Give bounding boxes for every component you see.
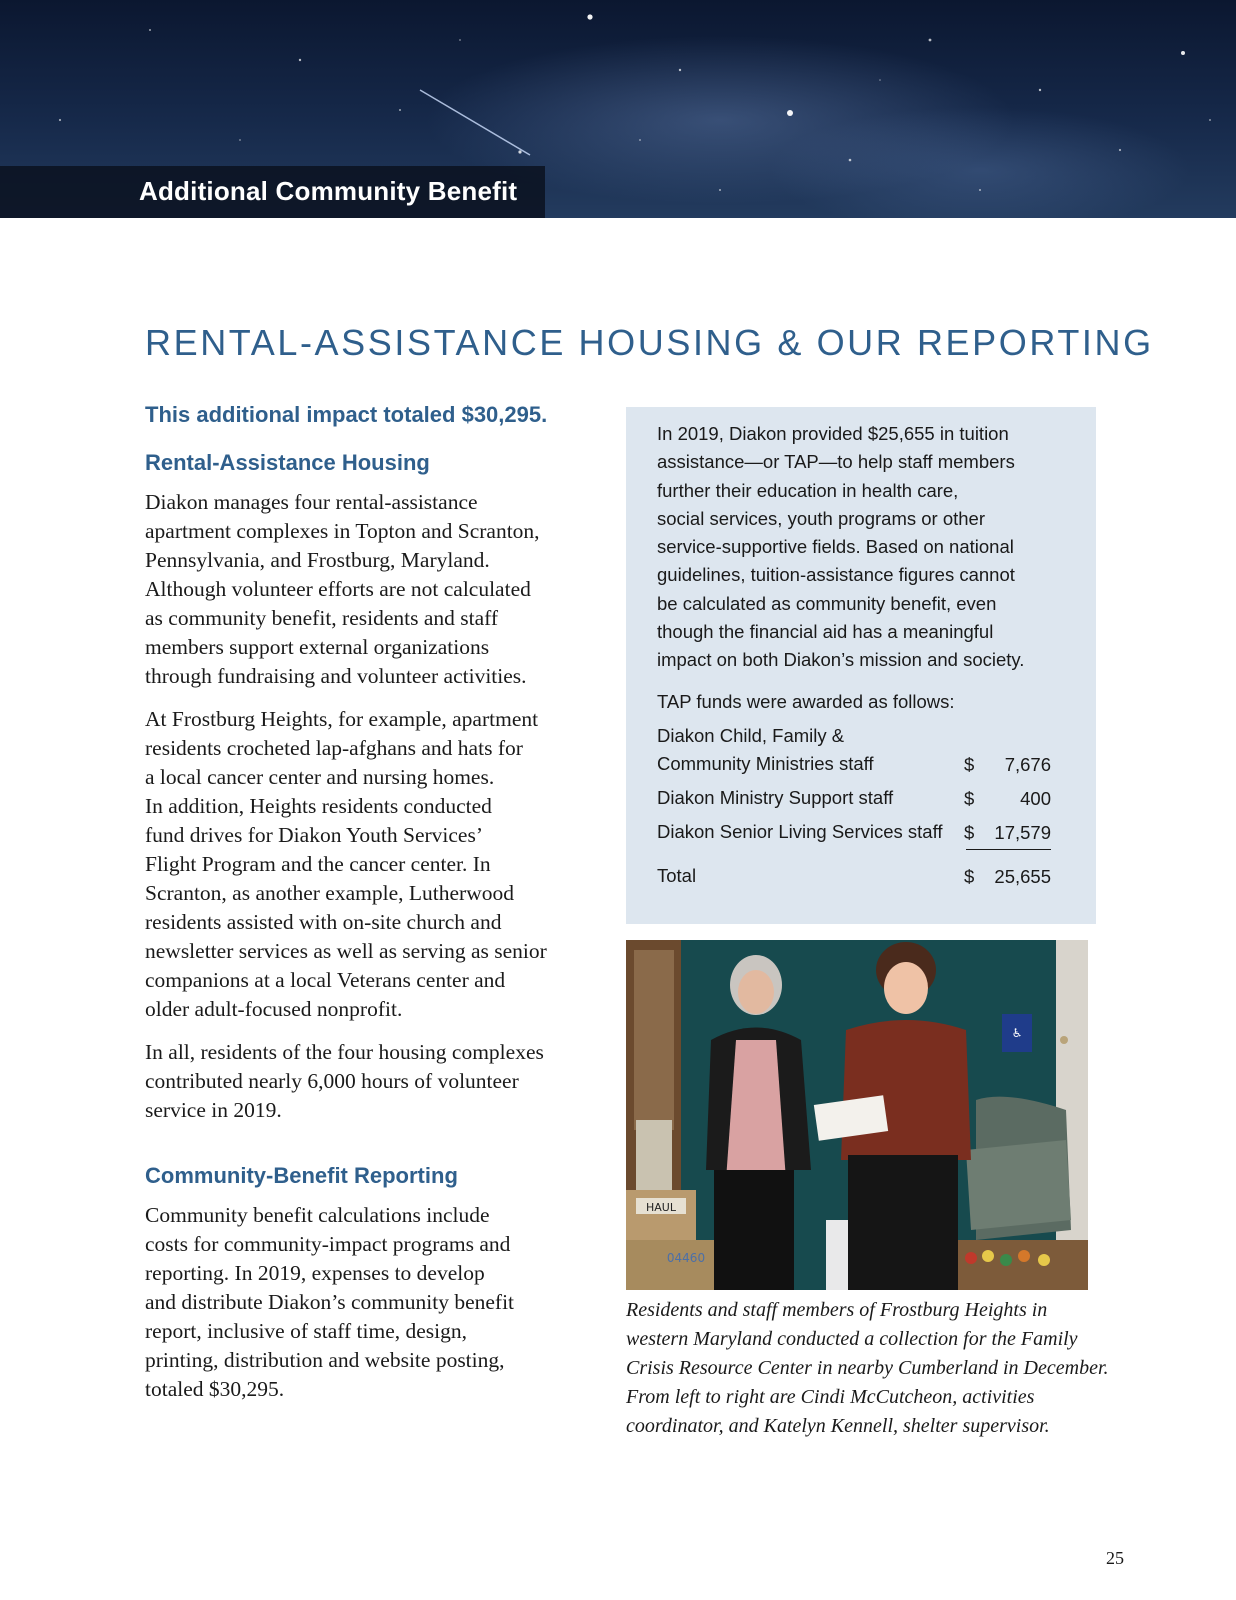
tap-sidebar-text xyxy=(657,420,1077,675)
photo-caption xyxy=(626,1296,1109,1441)
tap-row-currency: $ xyxy=(964,788,975,809)
page-number: 25 xyxy=(1106,1548,1124,1568)
reporting-paragraph xyxy=(145,1201,595,1404)
text-line: In addition, Heights residents conducted xyxy=(145,794,492,818)
text-line: residents assisted with on-site church and xyxy=(145,910,502,934)
text-line: costs for community-impact programs and xyxy=(145,1232,511,1256)
tap-total-amount: 25,655 xyxy=(994,866,1051,887)
tap-row-currency: $ xyxy=(964,754,975,775)
svg-text:♿: ♿ xyxy=(1011,1026,1023,1040)
rental-paragraph-2 xyxy=(145,705,595,1024)
text-line: Pennsylvania, and Frostburg, Maryland. xyxy=(145,548,490,572)
caption-line: From left to right are Cindi McCutcheon, activities xyxy=(626,1386,1035,1408)
text-line: report, inclusive of staff time, design, xyxy=(145,1319,468,1343)
text-line: In 2019, Diakon provided $25,655 in tuition xyxy=(657,423,1009,444)
rental-paragraph-1 xyxy=(145,488,595,691)
tap-intro: TAP funds were awarded as follows: xyxy=(657,691,955,712)
tap-total-label: Total xyxy=(657,865,697,886)
tap-row-amount: 17,579 xyxy=(994,822,1051,843)
text-line: service-supportive fields. Based on national xyxy=(657,536,1014,558)
text-line: In all, residents of the four housing complexes xyxy=(145,1040,544,1064)
photo-illustration xyxy=(626,940,1088,1290)
text-line: service in 2019. xyxy=(145,1098,282,1122)
left-column xyxy=(145,402,595,1418)
page-title: RENTAL-ASSISTANCE HOUSING & OUR REPORTING xyxy=(145,322,1154,363)
box-label: HAUL xyxy=(646,1201,676,1214)
caption-line: Residents and staff members of Frostburg Heights in xyxy=(626,1299,1048,1321)
tap-row-currency: $ xyxy=(964,822,975,843)
impact-summary: This additional impact totaled $30,295. xyxy=(145,402,548,427)
tap-row-amount: 7,676 xyxy=(1004,754,1051,775)
text-line: reporting. In 2019, expenses to develop xyxy=(145,1261,485,1285)
text-line: contributed nearly 6,000 hours of volunteer xyxy=(145,1069,519,1093)
residents-photo xyxy=(626,940,1088,1290)
text-line: older adult-focused nonprofit. xyxy=(145,997,403,1021)
tap-row-label: Diakon Senior Living Services staff xyxy=(657,821,943,842)
caption-line: coordinator, and Katelyn Kennell, shelter supervisor. xyxy=(626,1415,1050,1437)
text-line: Although volunteer efforts are not calculated xyxy=(145,577,531,601)
total-divider xyxy=(966,849,1051,850)
caption-line: western Maryland conducted a collection for the Family xyxy=(626,1328,1078,1350)
header-banner xyxy=(0,0,1236,218)
text-line: Scranton, as another example, Lutherwood xyxy=(145,881,514,905)
text-line: be calculated as community benefit, even xyxy=(657,592,997,614)
text-line: impact on both Diakon’s mission and society. xyxy=(657,649,1025,671)
text-line: guidelines, tuition-assistance figures cannot xyxy=(657,564,1015,586)
text-line: newsletter services as well as serving as senior xyxy=(145,939,547,963)
banner-title: Additional Community Benefit xyxy=(139,176,518,206)
text-line: residents crocheted lap-afghans and hats for xyxy=(145,736,523,760)
rental-housing-heading: Rental-Assistance Housing xyxy=(145,450,430,475)
tap-row-amount: 400 xyxy=(1020,788,1051,809)
text-line: and distribute Diakon’s community benefit xyxy=(145,1290,515,1314)
text-line: through fundraising and volunteer activities. xyxy=(145,664,527,688)
text-line: Community benefit calculations include xyxy=(145,1203,490,1227)
text-line: a local cancer center and nursing homes. xyxy=(145,765,495,789)
text-line: further their education in health care, xyxy=(657,479,959,501)
tap-row-label: Diakon Ministry Support staff xyxy=(657,787,894,808)
text-line: Diakon manages four rental-assistance xyxy=(145,490,478,514)
text-line: though the financial aid has a meaningful xyxy=(657,621,994,643)
text-line: members support external organizations xyxy=(145,635,490,659)
text-line: fund drives for Diakon Youth Services’ xyxy=(145,823,483,847)
text-line: social services, youth programs or other xyxy=(657,507,985,529)
tap-row-label: Diakon Child, Family & xyxy=(657,725,845,746)
text-line: Flight Program and the cancer center. In xyxy=(145,852,491,876)
text-line: apartment complexes in Topton and Scranton, xyxy=(145,519,540,543)
reporting-heading: Community-Benefit Reporting xyxy=(145,1163,458,1188)
text-line: companions at a local Veterans center and xyxy=(145,968,506,992)
text-line: At Frostburg Heights, for example, apartment xyxy=(145,707,539,731)
tap-row-label: Community Ministries staff xyxy=(657,753,874,774)
box-label: 04460 xyxy=(666,1251,706,1265)
tap-total-currency: $ xyxy=(964,866,975,887)
text-line: totaled $30,295. xyxy=(145,1377,285,1401)
text-line: printing, distribution and website posting, xyxy=(145,1348,505,1372)
text-line: as community benefit, residents and staff xyxy=(145,606,499,630)
rental-paragraph-3 xyxy=(145,1038,595,1125)
caption-line: Crisis Resource Center in nearby Cumberland in December. xyxy=(626,1357,1109,1379)
text-line: assistance—or TAP—to help staff members xyxy=(657,451,1015,473)
